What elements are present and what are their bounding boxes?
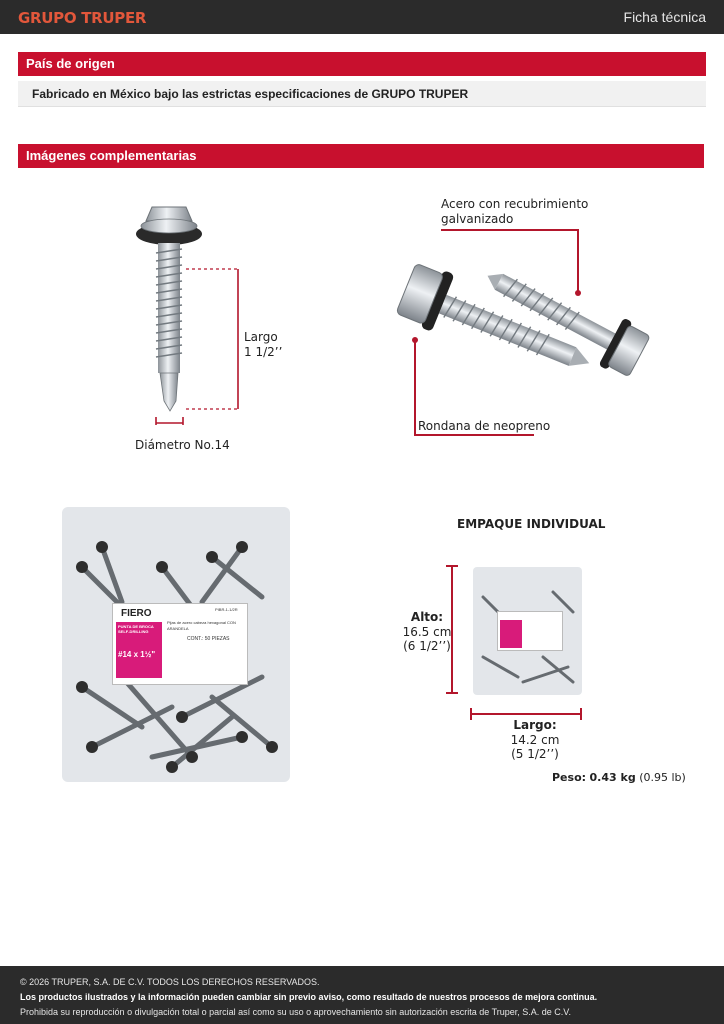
bag-label: FIERO PIBR-1-1/2R PUNTA DE BROCA SELF-DRILLING #14 x 1½" Pijas de acero cabeza hexagonal CON ARANDELA CONT.: 50 PIEZAS (112, 603, 248, 685)
height-in: (6 1/2’’) (403, 639, 451, 653)
diameter-label: Diámetro No.14 (135, 438, 230, 452)
screw-dimension-diagram (120, 195, 283, 425)
footer-copyright: © 2026 TRUPER, S.A. DE C.V. TODOS LOS DERECHOS RESERVADOS. (20, 977, 320, 987)
brand-logo: GRUPO TRUPER (18, 9, 147, 27)
origin-text: Fabricado en México bajo las estrictas especificaciones de GRUPO TRUPER (18, 81, 706, 107)
package-thumbnail (473, 567, 582, 695)
length-pkg-in: (5 1/2’’) (511, 747, 559, 761)
images-section-title: Imágenes complementarias (18, 144, 704, 168)
bag-size-tag: PUNTA DE BROCA SELF-DRILLING #14 x 1½" (116, 622, 162, 678)
length-value: 1 1/2’’ (244, 345, 283, 359)
package-title: EMPAQUE INDIVIDUAL (457, 517, 606, 531)
footer (0, 966, 724, 1024)
header-bar (0, 0, 724, 34)
weight-row: Peso: 0.43 kg (0.95 lb) (552, 771, 686, 784)
length-pkg-label: Largo: (513, 718, 557, 732)
coating-label-line1: Acero con recubrimiento (441, 197, 589, 211)
screws-detail-illustration (385, 255, 665, 405)
length-pkg-cm: 14.2 cm (510, 733, 560, 747)
height-label: Alto: (410, 610, 444, 624)
footer-prohibition: Prohibida su reproducción o divulgación total o parcial así como su uso o aprovechamiento sin autorización escrita de Truper, S.A. de C.V. (20, 1007, 571, 1017)
footer-notice: Los productos ilustrados y la información pueden cambiar sin previo aviso, como resultado de nuestros procesos de mejora continua. (20, 992, 598, 1002)
bag-brand-logo: FIERO (121, 608, 152, 619)
length-label: Largo (244, 330, 278, 344)
doc-type-label: Ficha técnica (623, 9, 706, 25)
product-bag-image (62, 507, 290, 782)
washer-label: Rondana de neopreno (418, 419, 551, 433)
coating-label-line2: galvanizado (441, 212, 514, 226)
height-cm: 16.5 cm (402, 625, 452, 639)
origin-section-title: País de origen (18, 52, 706, 76)
drill-tip-icon (160, 373, 178, 411)
